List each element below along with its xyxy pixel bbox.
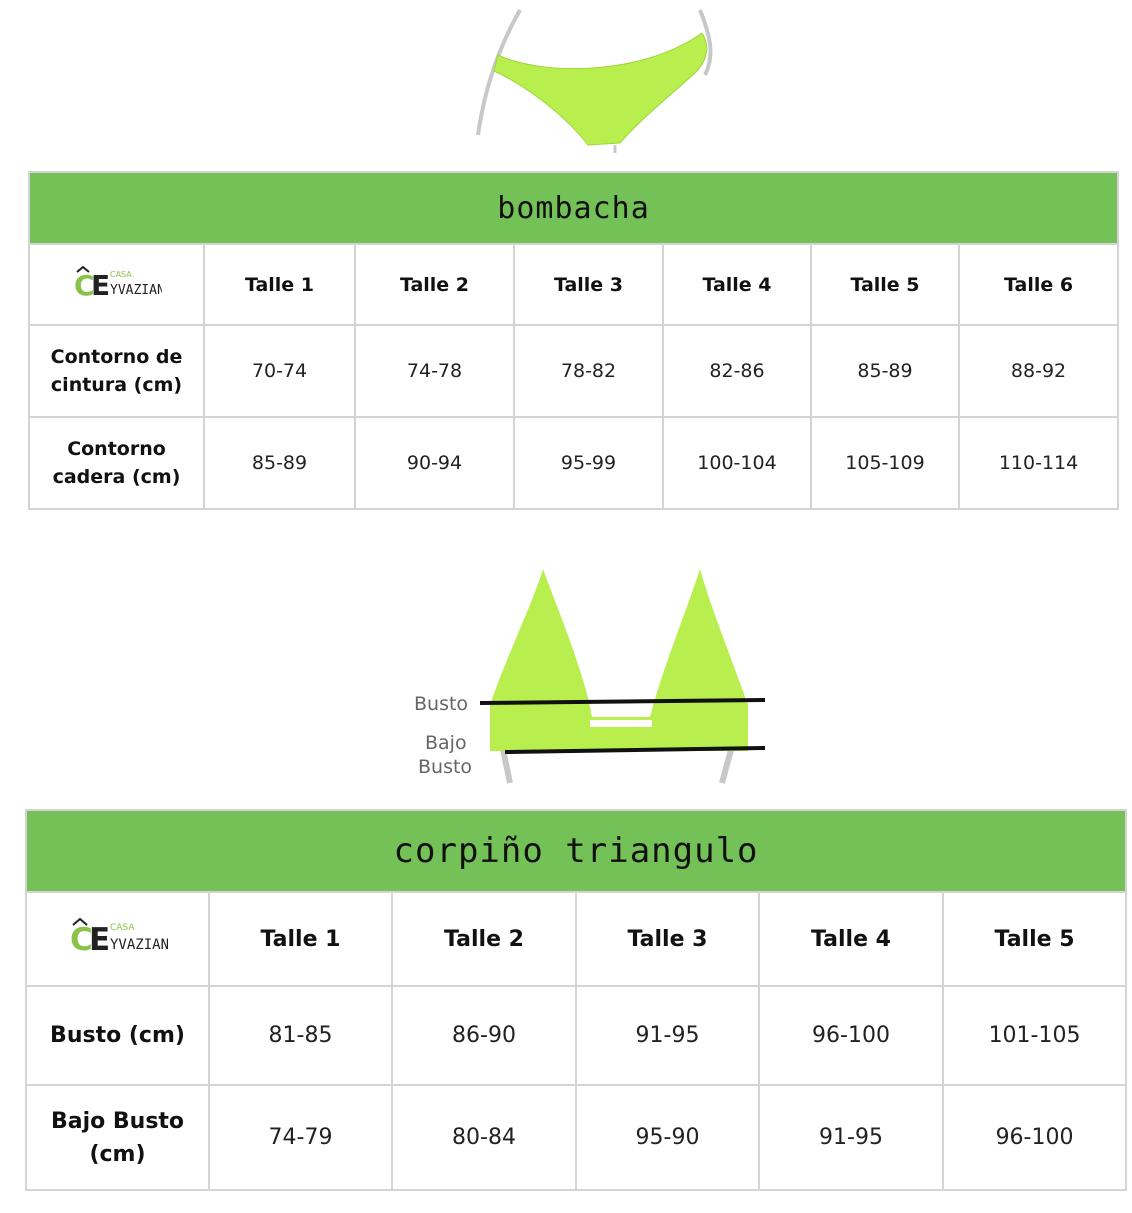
bombacha-title: bombacha <box>29 172 1118 244</box>
svg-text:E: E <box>88 922 110 955</box>
table-cell: 88-92 <box>959 325 1118 417</box>
table-cell: 96-100 <box>759 986 943 1085</box>
svg-text:C: C <box>73 269 95 299</box>
row-label-line: Bajo Busto <box>50 1108 185 1134</box>
row-label-line: Contorno <box>67 437 166 460</box>
table-cell: 95-99 <box>514 417 663 509</box>
svg-text:YVAZIAN: YVAZIAN <box>109 283 162 298</box>
size-header: Talle 3 <box>514 244 663 325</box>
casa-eyvazian-logo <box>68 917 168 961</box>
corpino-size-table <box>25 809 1127 1191</box>
size-header: Talle 2 <box>355 244 514 325</box>
table-cell: 80-84 <box>392 1085 576 1190</box>
bikini-top-illustration <box>410 565 780 790</box>
svg-text:YVAZIAN: YVAZIAN <box>109 937 168 953</box>
svg-text:CASA: CASA <box>109 923 134 933</box>
table-cell: 96-100 <box>943 1085 1126 1190</box>
size-header: Talle 2 <box>392 892 576 986</box>
row-label-line: Busto (cm) <box>50 1023 185 1048</box>
table-cell: 74-79 <box>209 1085 392 1190</box>
table-cell: 110-114 <box>959 417 1118 509</box>
table-cell: 105-109 <box>811 417 959 509</box>
row-label <box>29 325 204 417</box>
bra-label-bajo: Bajo <box>425 732 467 754</box>
table-cell: 74-78 <box>355 325 514 417</box>
table-cell: 90-94 <box>355 417 514 509</box>
svg-text:C: C <box>69 922 93 955</box>
row-label-line: Contorno de <box>50 345 183 368</box>
table-cell: 85-89 <box>811 325 959 417</box>
table-cell: 101-105 <box>943 986 1126 1085</box>
size-header: Talle 1 <box>209 892 392 986</box>
size-header: Talle 5 <box>811 244 959 325</box>
table-cell: 81-85 <box>209 986 392 1085</box>
svg-text:E: E <box>90 269 110 299</box>
table-cell: 78-82 <box>514 325 663 417</box>
size-header: Talle 3 <box>576 892 759 986</box>
table-cell: 70-74 <box>204 325 355 417</box>
size-header: Talle 6 <box>959 244 1118 325</box>
brand-logo-cell <box>26 892 209 986</box>
table-cell: 91-95 <box>576 986 759 1085</box>
bra-label-busto: Busto <box>414 693 469 715</box>
table-cell: 91-95 <box>759 1085 943 1190</box>
table-cell: 100-104 <box>663 417 811 509</box>
row-label <box>29 417 204 509</box>
bikini-bottom-illustration <box>470 5 730 155</box>
table-cell: 95-90 <box>576 1085 759 1190</box>
row-label-line: cintura (cm) <box>50 374 183 396</box>
size-header: Talle 5 <box>943 892 1126 986</box>
svg-text:CASA: CASA <box>109 270 132 279</box>
row-label-line: (cm) <box>89 1141 146 1167</box>
brand-logo-cell <box>29 244 204 325</box>
table-cell: 85-89 <box>204 417 355 509</box>
row-label-line: cadera (cm) <box>52 466 181 488</box>
corpino-title: corpiño triangulo <box>26 810 1126 892</box>
size-header: Talle 1 <box>204 244 355 325</box>
table-cell: 86-90 <box>392 986 576 1085</box>
size-header: Talle 4 <box>663 244 811 325</box>
bombacha-size-table <box>28 171 1119 510</box>
casa-eyvazian-logo <box>72 265 162 304</box>
row-label <box>26 1085 209 1190</box>
table-cell: 82-86 <box>663 325 811 417</box>
bra-label-bajo-busto: Busto <box>418 756 473 778</box>
row-label <box>26 986 209 1085</box>
size-header: Talle 4 <box>759 892 943 986</box>
